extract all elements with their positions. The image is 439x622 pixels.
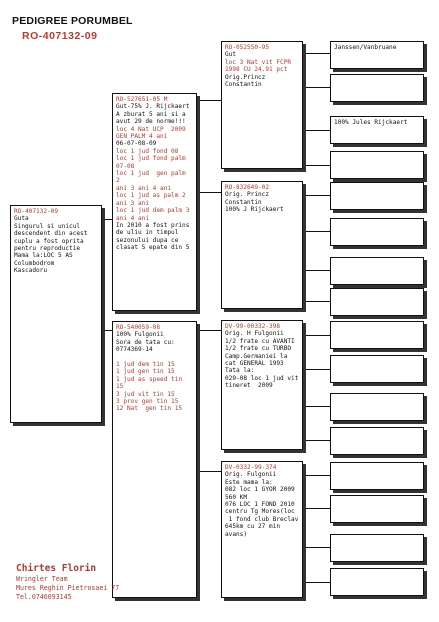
box-line: Janssen/Vanbruane [334,44,397,51]
box-line: cuplu a fost oprita [14,237,84,245]
owner-address: Mures Reghin Pietrosaei 77 [16,584,120,592]
page-title: PEDIGREE PORUMBEL [12,15,133,27]
connector-g14 [303,508,330,509]
box-line: 1/2 frate cu TURBO [225,345,292,353]
box-line: Este mama la: [225,478,273,486]
box-line: cat GENERAL 1993 [225,360,284,368]
box-line: 06-07-08-09 [116,140,157,148]
box-gg-1 [330,41,424,69]
box-line: Camp.Germaniei la [225,352,288,360]
box-line: avans) [225,530,248,538]
box-line: 100% Jules Rijckaert [334,119,408,126]
box-gg-5 [330,182,424,210]
box-line: Sora de tata cu: [116,338,175,346]
box-line: Orig.Princz [225,73,266,81]
box-line: tineret 2009 [225,382,273,390]
box-line: 1 fond club Breclav [225,515,299,523]
box-line: Guta [14,215,29,223]
box-line: DV-99-00332-398 [225,323,281,330]
box-line: Mama la:LOC 5 AS [14,252,73,260]
box-line: ani 3 ani 4 ani [116,184,172,192]
box-line: ani 4 ani [116,214,150,222]
box-line: loc 3 Nat vit FCPR [225,58,292,66]
box-line: ani 3 ani [116,199,150,207]
owner-block [16,563,119,602]
connector-g4 [303,165,330,166]
box-line: RO-407132-09 [14,208,59,215]
box-line: avut 29 de norme!!! [116,118,186,126]
box-line: RO-052550-95 [225,44,270,51]
connector-dam [197,330,198,472]
box-line: 082 loc 1 GYOR 2009 [225,486,295,494]
owner-phone: Tel.0746093145 [16,593,72,601]
box-line: clasat 5 epate din 5 [116,244,190,252]
box-line: 0774369-14 [116,346,153,354]
connector-g12 [303,440,330,441]
box-line: Orig. Princz [225,191,270,199]
box-gg-14 [330,495,424,523]
connector-sire-ss [197,100,221,101]
owner-team: Wringler Team [16,575,68,583]
connector-g6 [303,231,330,232]
box-gg-11 [330,393,424,421]
box-line: 1 jud gen tin 15 [116,368,175,376]
box-line: Singurul si unicul [14,222,81,230]
box-line: 100% J Rijckaert [225,206,284,214]
box-line: 645km cu 27 min [225,523,281,531]
box-line: loc 1 jud fond palm [116,155,186,163]
connector-g11 [303,406,330,407]
box-gg-9 [330,321,424,349]
box-line: 3 prov gen tin 15 [116,398,179,406]
box-line: 029-08 loc 1 jud vit [225,374,299,382]
connector-g2 [303,87,330,88]
box-gg-4 [330,151,424,179]
box-line: 07-08 [116,162,135,170]
box-sire-sire [221,41,303,169]
box-line: A zburat 5 ani si a [116,110,186,118]
box-line: loc 4 Nat UCP 2009 [116,125,186,133]
box-line: Columbodrom [14,259,55,267]
box-line: pentru reproductie [14,245,81,253]
box-line: 1/2 frate cu AVANTI [225,337,295,345]
box-line: loc 1 jud as palm 2 [116,192,186,200]
box-line: In 2010 a fost prins [116,221,190,229]
box-gg-8 [330,288,424,316]
box-line: 100% Fulgonii [116,331,164,339]
connector-g9 [303,335,330,336]
box-line: Tata la: [225,367,255,375]
box-dam-sire [221,320,303,450]
box-line: GEN PALM 4 ani [116,133,168,141]
box-gg-6 [330,218,424,246]
box-line: 1 jud as speed tin [116,375,183,383]
connector-dam-ds [197,330,221,331]
box-line: 1 jud dem tin 15 [116,361,175,369]
connector-sire-sd [197,192,221,193]
box-gg-10 [330,355,424,383]
box-line: loc 1 jud fond 08 [116,147,179,155]
box-line: Orig. H Fulgonii [225,330,284,338]
connector-g15 [303,547,330,548]
box-line: Gut-75% J. Rijckaert [116,103,190,111]
box-line [116,354,193,361]
box-line: de uliu in timpul [116,229,179,237]
box-line: sezonului dupa ce [116,236,179,244]
connector-g7 [303,270,330,271]
box-line: 1998 CU 24.91 pct [225,66,288,74]
box-line: loc 1 jud dem palm 3 [116,207,190,215]
box-line: Gut [225,51,237,59]
box-line: Orig. Fulgonii [225,471,277,479]
box-line: 15 [116,383,124,391]
box-line: RO-540059-08 [116,324,161,331]
box-gg-2 [330,74,424,102]
box-gg-16 [330,568,424,596]
ring-number: RO-407132-09 [22,30,98,42]
connector-g8 [303,301,330,302]
connector-g5 [303,195,330,196]
box-line: Constantin [225,81,262,89]
box-line: descendent din acest [14,230,88,238]
box-line: DV-0332-99-374 [225,464,277,471]
box-main-pigeon [10,205,102,423]
box-gg-3 [330,116,424,144]
connector-g16 [303,582,330,583]
box-line: Kascadoru [14,267,48,275]
box-gg-7 [330,257,424,285]
box-dam-dam [221,461,303,598]
owner-name: Chirtes Florin [16,563,97,574]
connector-g1 [303,53,330,54]
box-line: RO-527651-05 M [116,96,168,103]
connector-g13 [303,475,330,476]
connector-g10 [303,369,330,370]
box-line: loc 1 jud gen palm 2 [116,170,190,185]
box-line: 12 Nat gen tin 15 [116,405,183,413]
box-line: Constantin [225,198,262,206]
connector-g3 [303,130,330,131]
connector-dam-dd [197,471,221,472]
box-gg-15 [330,534,424,562]
connector-sire [197,100,198,192]
box-gg-12 [330,427,424,455]
box-line: 560 KM [225,493,248,501]
box-line: RO-832649-02 [225,184,270,191]
box-gg-13 [330,462,424,490]
box-sire [112,93,197,311]
box-line: 3 jud vit tin 15 [116,390,175,398]
box-line: 076 LOC 1 FOND 2010 [225,501,295,509]
box-dam [112,321,197,598]
box-sire-dam [221,181,303,309]
box-line: centru Tg Mores(loc [225,508,295,516]
